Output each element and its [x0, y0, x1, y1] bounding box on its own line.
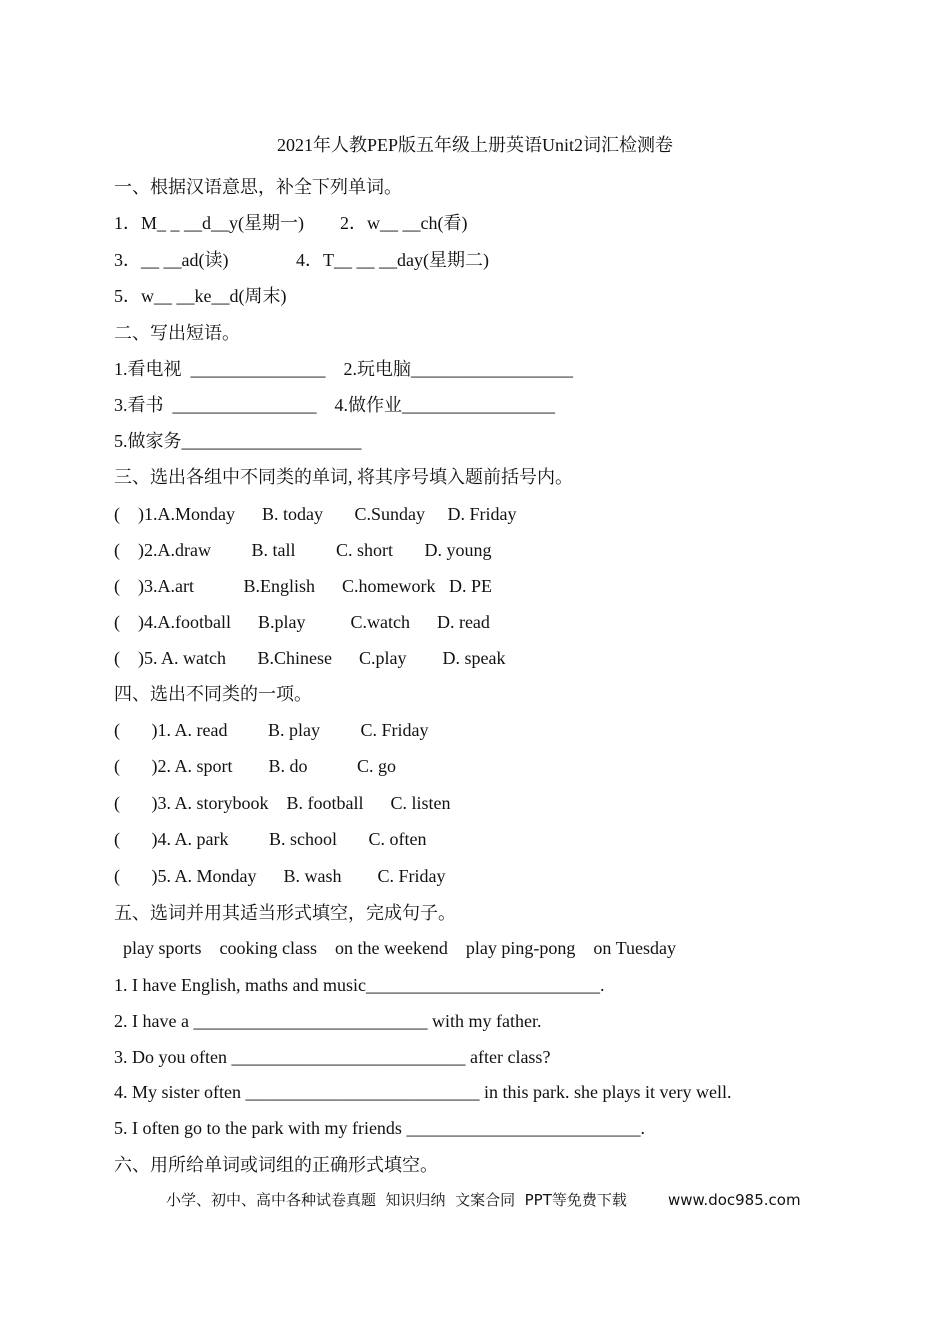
section-2-line: 3.看书 ________________ 4.做作业_________________ — [114, 395, 555, 415]
section-2-heading: 二、写出短语。 — [114, 323, 240, 343]
section-4-line: ( )3. A. storybook B. football C. listen — [114, 793, 451, 813]
section-4-line: ( )2. A. sport B. do C. go — [114, 756, 397, 776]
section-5-line: 2. I have a __________________________ with my father. — [114, 1011, 542, 1031]
section-4-line: ( )4. A. park B. school C. often — [114, 829, 427, 849]
section-2-line: 1.看电视 _______________ 2.玩电脑__________________ — [114, 359, 573, 379]
section-1-line: 5．w__ __ke__d(周末) — [114, 286, 287, 306]
section-3-line: ( )2.A.draw B. tall C. short D. young — [114, 540, 492, 560]
section-5-line: 3. Do you often __________________________ after class? — [114, 1047, 551, 1067]
section-5-line: 1. I have English, maths and music__________________________. — [114, 975, 605, 995]
section-1-heading: 一、根据汉语意思，补全下列单词。 — [114, 177, 402, 197]
section-2-line: 5.做家务____________________ — [114, 431, 362, 451]
section-3-line: ( )4.A.football B.play C.watch D. read — [114, 612, 490, 632]
section-4-line: ( )5. A. Monday B. wash C. Friday — [114, 866, 446, 886]
word-bank: play sports cooking class on the weekend play ping-pong on Tuesday — [114, 938, 676, 958]
section-1-line: 3．__ __ad(读) 4．T__ __ __day(星期二) — [114, 250, 489, 270]
section-3-heading: 三、选出各组中不同类的单词, 将其序号填入题前括号内。 — [114, 467, 573, 487]
section-5-line: 4. My sister often __________________________ in this park. she plays it very well. — [114, 1082, 732, 1102]
section-5-line: 5. I often go to the park with my friends __________________________. — [114, 1118, 645, 1138]
section-1-line: 1．M_ _ __d__y(星期一) 2．w__ __ch(看) — [114, 213, 468, 233]
footer-text: 小学、初中、高中各种试卷真题 知识归纳 文案合同 PPT等免费下载 — [166, 1191, 627, 1209]
section-3-line: ( )1.A.Monday B. today C.Sunday D. Friday — [114, 504, 517, 524]
page-title: 2021年人教PEP版五年级上册英语Unit2词汇检测卷 — [276, 135, 674, 155]
footer-url[interactable]: www.doc985.com — [668, 1191, 801, 1209]
section-3-line: ( )3.A.art B.English C.homework D. PE — [114, 576, 492, 596]
section-5-heading: 五、选词并用其适当形式填空，完成句子。 — [114, 903, 456, 923]
section-4-heading: 四、选出不同类的一项。 — [114, 684, 312, 704]
section-6-heading: 六、用所给单词或词组的正确形式填空。 — [114, 1155, 438, 1175]
section-3-line: ( )5. A. watch B.Chinese C.play D. speak — [114, 648, 506, 668]
section-4-line: ( )1. A. read B. play C. Friday — [114, 720, 429, 740]
